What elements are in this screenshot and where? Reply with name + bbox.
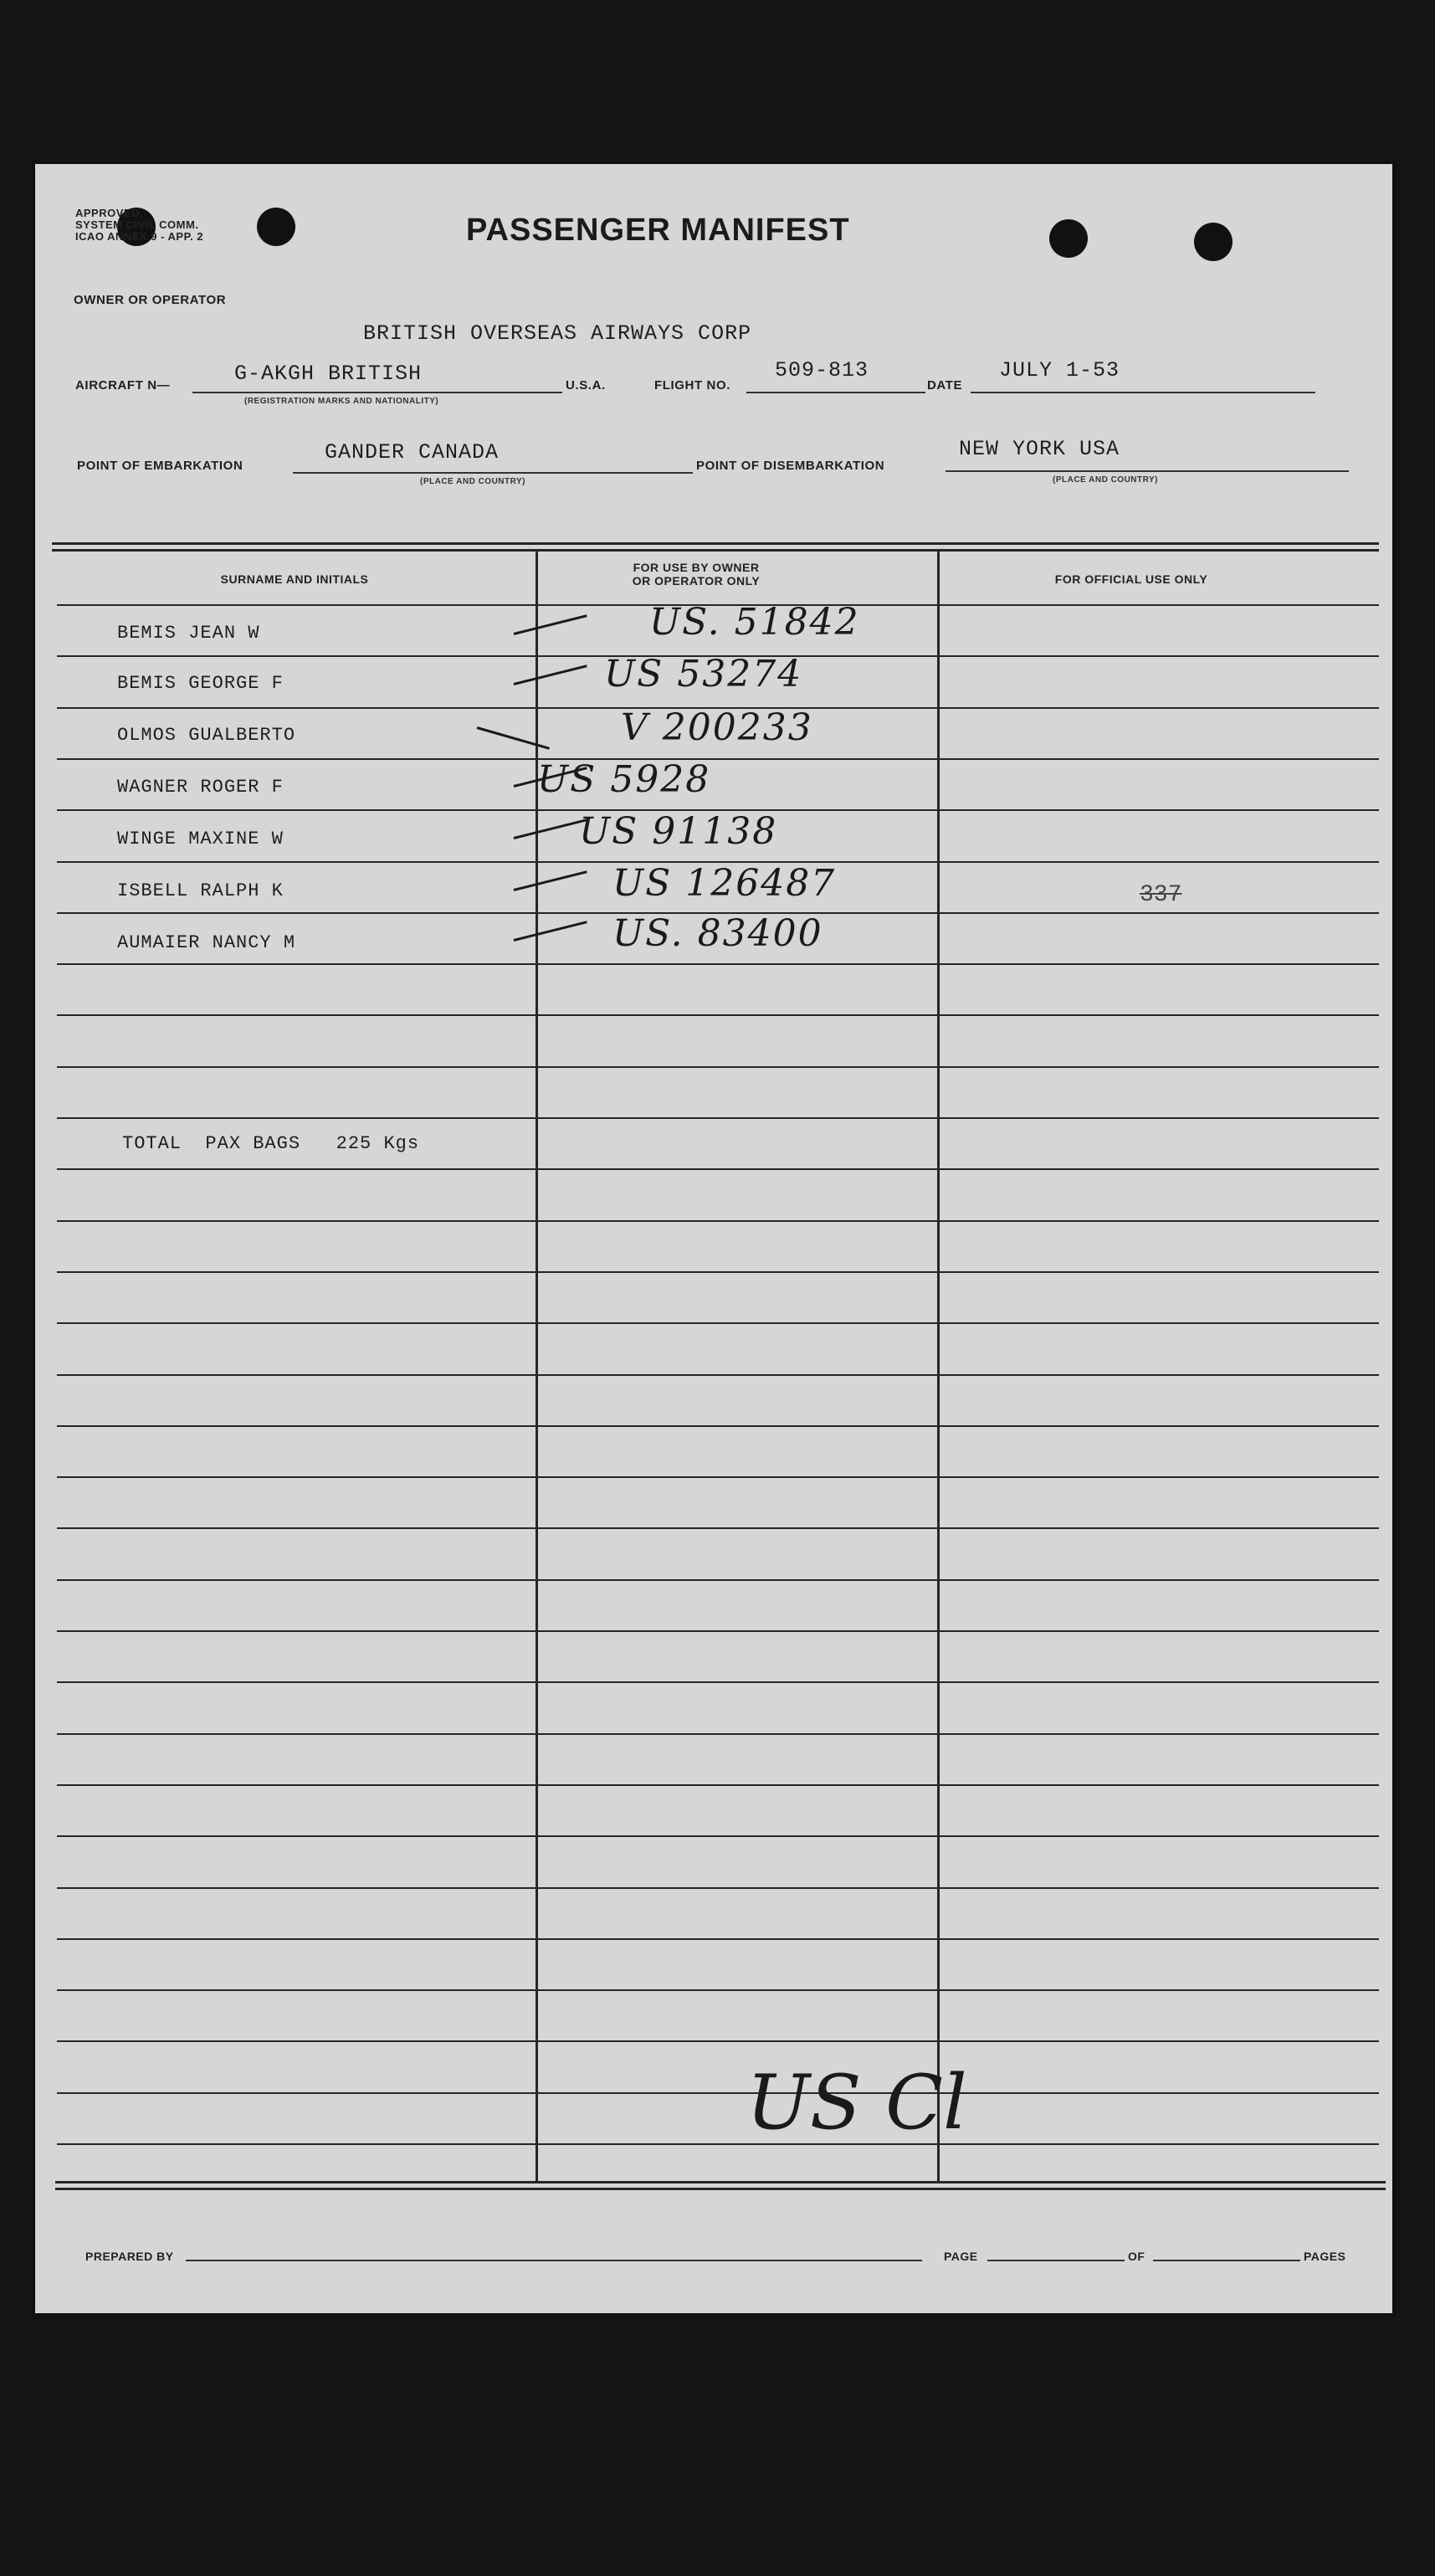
- aircraft-underline: [192, 392, 562, 393]
- prepared-by-label: PREPARED BY: [85, 2250, 174, 2263]
- passenger-name: AUMAIER NANCY M: [117, 932, 296, 953]
- disembark-label: POINT OF DISEMBARKATION: [696, 459, 885, 473]
- flight-value: 509-813: [775, 358, 869, 382]
- owner-value: BRITISH OVERSEAS AIRWAYS CORP: [363, 321, 752, 346]
- col-header-surname: SURNAME AND INITIALS: [220, 572, 369, 586]
- flight-label: FLIGHT NO.: [654, 378, 730, 393]
- table-bottom-rule: [55, 2188, 1386, 2190]
- date-underline: [971, 392, 1315, 393]
- row-rule: [57, 1989, 1379, 1991]
- aircraft-sub: (REGISTRATION MARKS AND NATIONALITY): [244, 397, 439, 406]
- owner-label: OWNER OR OPERATOR: [74, 293, 227, 307]
- row-rule: [57, 1476, 1379, 1478]
- row-rule: [57, 963, 1379, 965]
- row-rule: [57, 2040, 1379, 2042]
- row-rule: [57, 1733, 1379, 1735]
- check-mark: [514, 665, 587, 685]
- row-rule: [57, 1835, 1379, 1837]
- table-top-rule: [52, 542, 1379, 545]
- punch-hole: [1194, 223, 1233, 261]
- passenger-name: BEMIS JEAN W: [117, 623, 260, 644]
- owner-entry: US 53274: [604, 653, 803, 695]
- owner-entry: US. 83400: [612, 912, 823, 955]
- embark-underline: [293, 472, 693, 474]
- embark-sub: (PLACE AND COUNTRY): [420, 477, 525, 486]
- embark-value: GANDER CANADA: [325, 440, 500, 464]
- check-mark: [514, 921, 587, 942]
- row-rule: [57, 1425, 1379, 1427]
- owner-entry: V 200233: [621, 706, 813, 749]
- pages-label: PAGES: [1304, 2250, 1346, 2263]
- passenger-name: WINGE MAXINE W: [117, 829, 284, 849]
- page-label: PAGE: [944, 2250, 978, 2263]
- col-header-official: FOR OFFICIAL USE ONLY: [1054, 572, 1208, 586]
- prepared-by-line: [186, 2260, 922, 2261]
- page-title: PASSENGER MANIFEST: [466, 213, 850, 248]
- date-label: DATE: [927, 378, 963, 393]
- table-top-rule: [52, 549, 1379, 552]
- aircraft-label: AIRCRAFT N—: [75, 378, 171, 393]
- manifest-sheet: [35, 164, 1392, 2313]
- row-rule: [57, 1579, 1379, 1581]
- check-mark: [514, 818, 587, 839]
- row-rule: [57, 1271, 1379, 1273]
- row-rule: [57, 1887, 1379, 1889]
- passenger-name: ISBELL RALPH K: [117, 880, 284, 901]
- of-label: OF: [1128, 2250, 1145, 2263]
- official-note: 337: [1140, 882, 1182, 908]
- owner-entry: US 5928: [537, 758, 711, 801]
- table-bottom-rule: [55, 2181, 1386, 2183]
- of-line: [1153, 2260, 1300, 2261]
- passenger-name: OLMOS GUALBERTO: [117, 725, 296, 746]
- flight-underline: [746, 392, 925, 393]
- row-rule: [57, 2143, 1379, 2145]
- check-mark: [514, 614, 587, 635]
- handwritten-signature: US Cl: [746, 2059, 967, 2147]
- passenger-name: BEMIS GEORGE F: [117, 673, 284, 694]
- page-line: [987, 2260, 1125, 2261]
- punch-hole: [1049, 219, 1088, 258]
- check-mark: [477, 726, 550, 750]
- row-rule: [57, 758, 1379, 760]
- punch-hole: [257, 208, 295, 246]
- total-bags: TOTAL PAX BAGS 225 Kgs: [122, 1133, 420, 1154]
- owner-entry: US 91138: [579, 810, 778, 853]
- check-mark: [514, 870, 587, 891]
- owner-entry: US. 51842: [649, 601, 860, 644]
- row-rule: [57, 1066, 1379, 1068]
- row-rule: [57, 1322, 1379, 1324]
- row-rule: [57, 1938, 1379, 1940]
- embark-label: POINT OF EMBARKATION: [77, 459, 243, 473]
- row-rule: [57, 1117, 1379, 1119]
- row-rule: [57, 1374, 1379, 1376]
- column-divider: [937, 549, 940, 2181]
- disembark-underline: [946, 470, 1349, 472]
- row-rule: [57, 2092, 1379, 2094]
- row-rule: [57, 1168, 1379, 1170]
- passenger-name: WAGNER ROGER F: [117, 777, 284, 798]
- row-rule: [57, 1681, 1379, 1683]
- row-rule: [57, 1784, 1379, 1786]
- col-header-owner: FOR USE BY OWNER OR OPERATOR ONLY: [632, 561, 761, 588]
- row-rule: [57, 1014, 1379, 1016]
- usa-label: U.S.A.: [566, 378, 606, 393]
- owner-entry: US 126487: [612, 862, 837, 905]
- row-rule: [57, 1220, 1379, 1222]
- row-rule: [57, 1630, 1379, 1632]
- date-value: JULY 1-53: [999, 358, 1120, 382]
- approval-note: APPROVED SYSTEM CIVIL COMM. ICAO ANNEX 9 - APP. 2: [75, 207, 204, 243]
- row-rule: [57, 1527, 1379, 1529]
- disembark-sub: (PLACE AND COUNTRY): [1053, 475, 1158, 485]
- disembark-value: NEW YORK USA: [959, 437, 1120, 461]
- aircraft-value: G-AKGH BRITISH: [234, 362, 423, 386]
